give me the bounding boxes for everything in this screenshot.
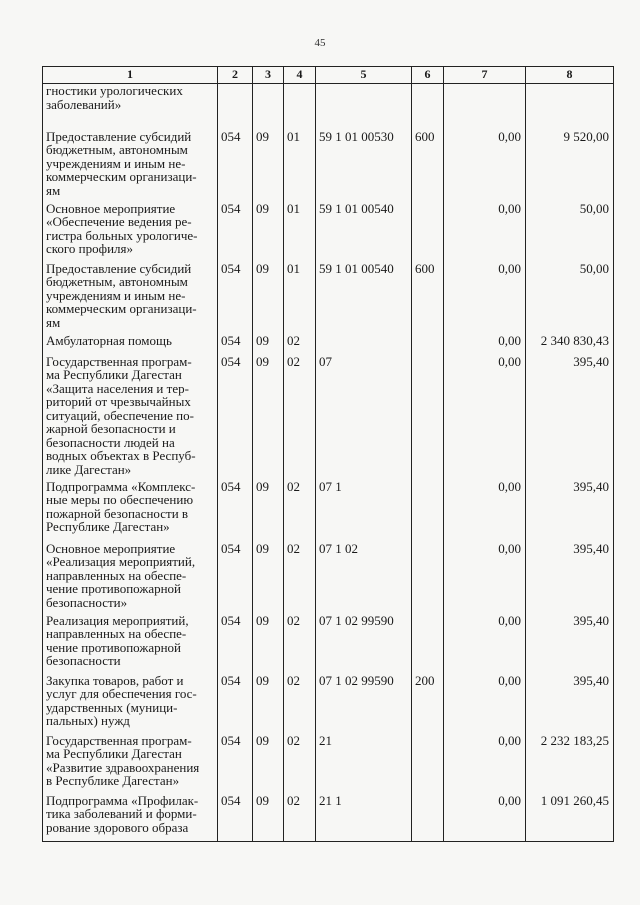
amount-col8-cell bbox=[526, 84, 614, 130]
amount-col7-cell: 0,00 bbox=[444, 334, 526, 355]
item-name-line: рование здорового образа bbox=[46, 819, 189, 835]
table-row bbox=[43, 480, 614, 542]
amount-col7-cell: 0,00 bbox=[444, 130, 526, 202]
expense-type-cell: 600 bbox=[412, 262, 444, 334]
section-code-cell: 09 bbox=[253, 262, 284, 334]
item-name-line: учреждениям и иным не- bbox=[46, 155, 186, 171]
subsection-code-cell: 02 bbox=[284, 794, 316, 842]
amount-col8-cell: 50,00 bbox=[526, 262, 614, 334]
subsection-code-cell: 02 bbox=[284, 542, 316, 614]
item-name-line: ситуаций, обеспечение по- bbox=[46, 407, 194, 423]
item-name-line: пальных) нужд bbox=[46, 713, 130, 728]
item-name-line: тика заболеваний и форми- bbox=[46, 806, 197, 821]
subsection-code-cell: 02 bbox=[284, 734, 316, 794]
subsection-code-cell: 02 bbox=[284, 674, 316, 734]
item-name-line: «Защита населения и тер- bbox=[46, 380, 189, 396]
table-row bbox=[43, 334, 614, 355]
item-name-line: Государственная програм- bbox=[46, 732, 192, 748]
item-name-line: жарной безопасности и bbox=[46, 421, 176, 436]
item-name-line: безопасности bbox=[46, 653, 121, 668]
item-name-line: Государственная програм- bbox=[46, 353, 192, 369]
amount-col7-cell: 0,00 bbox=[444, 614, 526, 674]
table-row bbox=[43, 614, 614, 674]
item-name-line: «Реализация мероприятий, bbox=[46, 554, 196, 569]
amount-col7-cell: 0,00 bbox=[444, 674, 526, 734]
section-code-cell: 09 bbox=[253, 334, 284, 355]
section-code-cell: 09 bbox=[253, 674, 284, 734]
amount-col7-cell: 0,00 bbox=[444, 480, 526, 542]
amount-col7-cell bbox=[444, 84, 526, 130]
budget-table bbox=[42, 66, 614, 842]
target-item-cell bbox=[316, 334, 412, 355]
item-name-line: заболеваний» bbox=[46, 96, 122, 112]
header-cell: 8 bbox=[526, 67, 614, 84]
item-name-line: ям bbox=[46, 314, 61, 330]
item-name-cell bbox=[43, 84, 218, 130]
section-code-cell: 09 bbox=[253, 614, 284, 674]
ministry-code-cell: 054 bbox=[218, 130, 253, 202]
target-item-cell: 07 1 bbox=[316, 480, 412, 542]
section-code-cell: 09 bbox=[253, 130, 284, 202]
table-row bbox=[43, 262, 614, 334]
header-cell: 6 bbox=[412, 67, 444, 84]
expense-type-cell bbox=[412, 794, 444, 842]
expense-type-cell bbox=[412, 202, 444, 262]
ministry-code-cell: 054 bbox=[218, 674, 253, 734]
amount-col7-cell: 0,00 bbox=[444, 734, 526, 794]
table-row bbox=[43, 202, 614, 262]
item-name-line: направленных на обеспе- bbox=[46, 626, 187, 641]
page-number: 45 bbox=[314, 37, 326, 49]
target-item-cell: 21 bbox=[316, 734, 412, 794]
item-name-line: коммерческим организаци- bbox=[46, 301, 197, 316]
table-row bbox=[43, 130, 614, 202]
subsection-code-cell: 01 bbox=[284, 202, 316, 262]
item-name-line: Предоставление субсидий bbox=[46, 128, 192, 144]
subsection-code-cell: 01 bbox=[284, 262, 316, 334]
item-name-cell bbox=[43, 202, 218, 262]
ministry-code-cell: 054 bbox=[218, 202, 253, 262]
table-row bbox=[43, 355, 614, 480]
header-cell: 4 bbox=[284, 67, 316, 84]
table-body bbox=[43, 84, 614, 842]
item-name-cell bbox=[43, 734, 218, 794]
amount-col8-cell: 395,40 bbox=[526, 355, 614, 480]
item-name-line: Подпрограмма «Комплекс- bbox=[46, 478, 196, 494]
target-item-cell: 07 1 02 99590 bbox=[316, 674, 412, 734]
amount-col8-cell: 395,40 bbox=[526, 480, 614, 542]
table-row bbox=[43, 734, 614, 794]
item-name-cell bbox=[43, 480, 218, 542]
header-cell: 1 bbox=[43, 67, 218, 84]
item-name-line: Основное мероприятие bbox=[46, 200, 176, 216]
header-row bbox=[43, 67, 614, 84]
target-item-cell: 59 1 01 00540 bbox=[316, 202, 412, 262]
subsection-code-cell bbox=[284, 84, 316, 130]
expense-type-cell bbox=[412, 542, 444, 614]
amount-col8-cell: 395,40 bbox=[526, 614, 614, 674]
item-name-line: «Обеспечение ведения ре- bbox=[46, 214, 192, 229]
target-item-cell: 59 1 01 00540 bbox=[316, 262, 412, 334]
item-name-line: бюджетным, автономным bbox=[46, 274, 188, 289]
expense-type-cell bbox=[412, 480, 444, 542]
item-name-line: ма Республики Дагестан bbox=[46, 746, 182, 761]
amount-col7-cell: 0,00 bbox=[444, 542, 526, 614]
item-name-line: ского профиля» bbox=[46, 241, 133, 256]
target-item-cell bbox=[316, 84, 412, 130]
item-name-line: Предоставление субсидий bbox=[46, 260, 192, 276]
section-code-cell: 09 bbox=[253, 542, 284, 614]
target-item-cell: 59 1 01 00530 bbox=[316, 130, 412, 202]
item-name-line: пожарной безопасности в bbox=[46, 505, 189, 521]
item-name-cell bbox=[43, 674, 218, 734]
expense-type-cell bbox=[412, 334, 444, 355]
amount-col8-cell: 2 232 183,25 bbox=[526, 734, 614, 794]
ministry-code-cell: 054 bbox=[218, 334, 253, 355]
item-name-line: чение противопожарной bbox=[46, 581, 182, 596]
item-name-line: ударственных (муници- bbox=[46, 699, 178, 715]
amount-col8-cell: 50,00 bbox=[526, 202, 614, 262]
target-item-cell: 07 1 02 bbox=[316, 542, 412, 614]
target-item-cell: 07 bbox=[316, 355, 412, 480]
amount-col8-cell: 395,40 bbox=[526, 674, 614, 734]
amount-col7-cell: 0,00 bbox=[444, 262, 526, 334]
item-name-line: безопасности» bbox=[46, 594, 128, 610]
item-name-cell bbox=[43, 794, 218, 842]
subsection-code-cell: 01 bbox=[284, 130, 316, 202]
header-cell: 7 bbox=[444, 67, 526, 84]
header-cell: 3 bbox=[253, 67, 284, 84]
subsection-code-cell: 02 bbox=[284, 614, 316, 674]
item-name-line: Основное мероприятие bbox=[46, 540, 176, 556]
expense-type-cell bbox=[412, 84, 444, 130]
subsection-code-cell: 02 bbox=[284, 355, 316, 480]
item-name-line: риторий от чрезвычайных bbox=[46, 394, 191, 409]
item-name-line: ные меры по обеспечению bbox=[46, 492, 194, 507]
ministry-code-cell: 054 bbox=[218, 542, 253, 614]
item-name-line: гистра больных урологиче- bbox=[46, 227, 198, 243]
expense-type-cell: 200 bbox=[412, 674, 444, 734]
expense-type-cell bbox=[412, 734, 444, 794]
item-name-line: гностики урологических bbox=[46, 83, 183, 98]
target-item-cell: 07 1 02 99590 bbox=[316, 614, 412, 674]
amount-col7-cell: 0,00 bbox=[444, 202, 526, 262]
ministry-code-cell: 054 bbox=[218, 614, 253, 674]
table-row bbox=[43, 794, 614, 842]
section-code-cell: 09 bbox=[253, 794, 284, 842]
ministry-code-cell: 054 bbox=[218, 794, 253, 842]
ministry-code-cell bbox=[218, 84, 253, 130]
amount-col8-cell: 395,40 bbox=[526, 542, 614, 614]
table-row bbox=[43, 542, 614, 614]
item-name-line: Амбулаторная помощь bbox=[46, 332, 172, 348]
item-name-line: направленных на обеспе- bbox=[46, 567, 187, 583]
amount-col8-cell: 2 340 830,43 bbox=[526, 334, 614, 355]
item-name-line: Реализация мероприятий, bbox=[46, 612, 189, 628]
amount-col7-cell: 0,00 bbox=[444, 355, 526, 480]
item-name-line: чение противопожарной bbox=[46, 639, 182, 655]
item-name-line: безопасности людей на bbox=[46, 434, 175, 450]
ministry-code-cell: 054 bbox=[218, 355, 253, 480]
table-row bbox=[43, 84, 614, 130]
header-cell: 2 bbox=[218, 67, 253, 84]
expense-type-cell: 600 bbox=[412, 130, 444, 202]
ministry-code-cell: 054 bbox=[218, 262, 253, 334]
target-item-cell: 21 1 bbox=[316, 794, 412, 842]
item-name-line: ма Республики Дагестан bbox=[46, 367, 182, 382]
amount-col8-cell: 9 520,00 bbox=[526, 130, 614, 202]
item-name-line: бюджетным, автономным bbox=[46, 142, 188, 157]
header-cell: 5 bbox=[316, 67, 412, 84]
item-name-line: лике Дагестан» bbox=[46, 461, 132, 477]
amount-col7-cell: 0,00 bbox=[444, 794, 526, 842]
ministry-code-cell: 054 bbox=[218, 480, 253, 542]
item-name-line: в Республике Дагестан» bbox=[46, 773, 180, 788]
item-name-cell bbox=[43, 130, 218, 202]
item-name-line: ям bbox=[46, 182, 61, 198]
subsection-code-cell: 02 bbox=[284, 334, 316, 355]
item-name-line: коммерческим организаци- bbox=[46, 169, 197, 184]
item-name-line: водных объектах в Респуб- bbox=[46, 448, 196, 463]
section-code-cell: 09 bbox=[253, 355, 284, 480]
item-name-line: учреждениям и иным не- bbox=[46, 287, 186, 303]
item-name-cell bbox=[43, 542, 218, 614]
item-name-cell bbox=[43, 334, 218, 355]
item-name-line: услуг для обеспечения гос- bbox=[46, 686, 197, 701]
item-name-line: Республике Дагестан» bbox=[46, 519, 170, 534]
expense-type-cell bbox=[412, 614, 444, 674]
section-code-cell: 09 bbox=[253, 202, 284, 262]
section-code-cell: 09 bbox=[253, 734, 284, 794]
amount-col8-cell: 1 091 260,45 bbox=[526, 794, 614, 842]
item-name-cell bbox=[43, 262, 218, 334]
item-name-cell bbox=[43, 614, 218, 674]
expense-type-cell bbox=[412, 355, 444, 480]
item-name-cell bbox=[43, 355, 218, 480]
item-name-line: Закупка товаров, работ и bbox=[46, 672, 184, 688]
ministry-code-cell: 054 bbox=[218, 734, 253, 794]
item-name-line: «Развитие здравоохранения bbox=[46, 759, 200, 775]
item-name-line: Подпрограмма «Профилак- bbox=[46, 792, 199, 808]
subsection-code-cell: 02 bbox=[284, 480, 316, 542]
section-code-cell: 09 bbox=[253, 480, 284, 542]
table-row bbox=[43, 674, 614, 734]
section-code-cell bbox=[253, 84, 284, 130]
